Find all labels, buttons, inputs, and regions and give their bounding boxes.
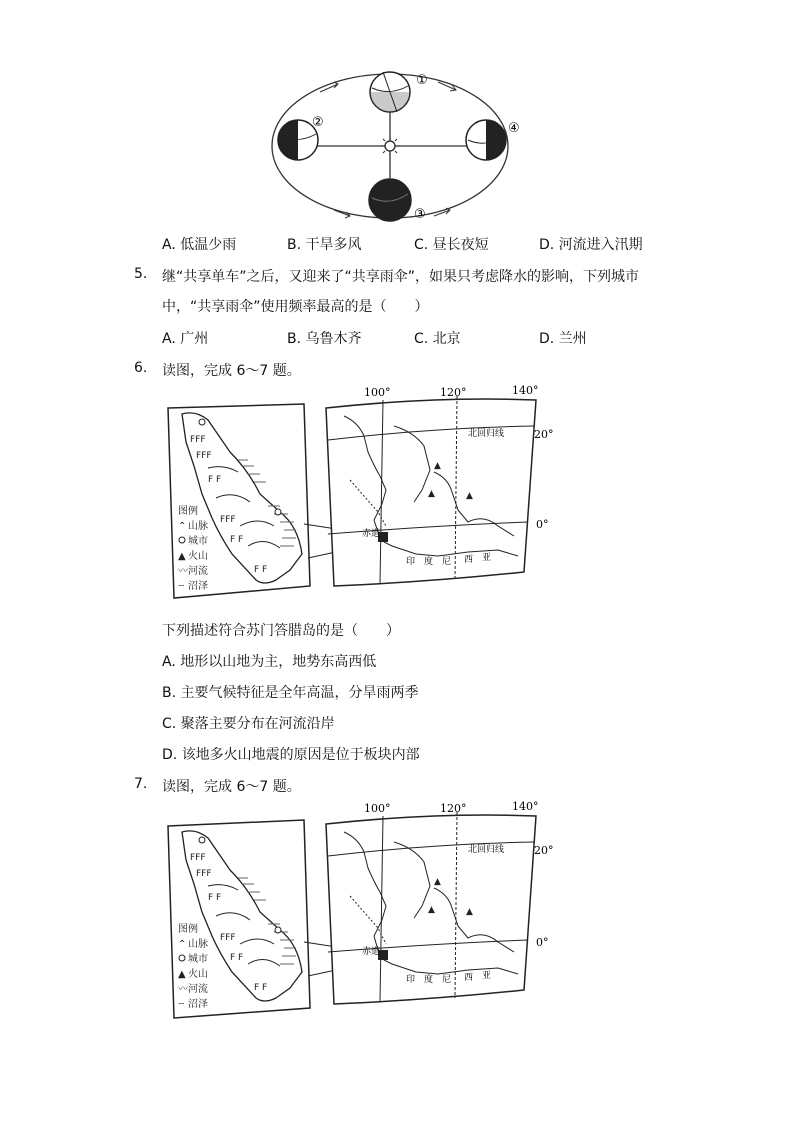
earth-globe-3 — [369, 179, 426, 222]
q7-intro: 读图，完成 6～7 题。 — [162, 779, 301, 795]
svg-text:北回归线: 北回归线 — [468, 845, 505, 855]
position-label-2: ② — [312, 115, 324, 130]
q5-number: 5. — [134, 266, 148, 282]
svg-text:▲: ▲ — [434, 461, 441, 471]
svg-text:▲: ▲ — [428, 905, 435, 915]
svg-text:火山: 火山 — [188, 969, 208, 980]
svg-text:图例: 图例 — [178, 924, 198, 935]
earth-orbit-diagram — [260, 60, 540, 225]
svg-text:亚: 亚 — [482, 971, 492, 981]
svg-text:FFF: FFF — [220, 515, 236, 525]
svg-text:0°: 0° — [536, 936, 549, 949]
svg-text:20°: 20° — [534, 844, 554, 857]
q6-option-b[interactable]: B. 主要气候特征是全年高温，分旱雨两季 — [162, 685, 419, 701]
q4-option-c[interactable]: C. 昼长夜短 — [414, 237, 489, 253]
svg-text:山脉: 山脉 — [188, 521, 208, 532]
q5-stem-line1: 继“共享单车”之后，又迎来了“共享雨伞”，如果只考虑降水的影响，下列城市 — [162, 269, 640, 285]
svg-text:▲: ▲ — [434, 877, 441, 887]
q6-option-a[interactable]: A. 地形以山地为主，地势东高西低 — [162, 654, 377, 670]
svg-text:⌃: ⌃ — [178, 939, 187, 950]
q6-option-c[interactable]: C. 聚落主要分布在河流沿岸 — [162, 716, 335, 732]
q5-option-c[interactable]: C. 北京 — [414, 331, 461, 347]
svg-text:140°: 140° — [512, 800, 539, 813]
svg-text:沼泽: 沼泽 — [188, 581, 208, 592]
svg-text:赤道: 赤道 — [362, 529, 381, 539]
svg-text:▲: ▲ — [178, 551, 186, 562]
svg-text:〰: 〰 — [178, 984, 188, 995]
svg-text:FFF: FFF — [196, 869, 212, 879]
svg-text:尼: 尼 — [442, 557, 452, 567]
q6-stem: 下列描述符合苏门答腊岛的是（ ） — [162, 623, 400, 639]
southeast-asia-panel-2 — [326, 800, 554, 1004]
svg-text:F F: F F — [230, 535, 244, 545]
svg-text:120°: 120° — [440, 802, 467, 815]
svg-text:〰: 〰 — [178, 566, 188, 577]
position-label-4: ④ — [508, 121, 520, 136]
svg-text:西: 西 — [464, 555, 474, 565]
svg-text:赤道: 赤道 — [362, 947, 381, 957]
sumatra-detail-panel — [168, 404, 310, 598]
svg-text:火山: 火山 — [188, 551, 208, 562]
svg-text:印: 印 — [406, 557, 416, 567]
svg-text:100°: 100° — [364, 802, 391, 815]
svg-text:印: 印 — [406, 975, 416, 985]
svg-text:沼泽: 沼泽 — [188, 999, 208, 1010]
map-svg-1 — [168, 384, 554, 596]
earth-globe-2 — [278, 115, 324, 160]
svg-text:F F: F F — [208, 475, 222, 485]
svg-text:┈: ┈ — [178, 999, 185, 1010]
q6-intro: 读图，完成 6～7 题。 — [162, 363, 301, 379]
q5-option-d[interactable]: D. 兰州 — [539, 331, 587, 347]
sumatra-map-figure-2 — [168, 800, 554, 1026]
svg-text:120°: 120° — [440, 386, 467, 399]
svg-text:▲: ▲ — [466, 907, 473, 917]
svg-text:度: 度 — [424, 975, 434, 985]
map-svg-2 — [168, 800, 554, 1022]
svg-text:20°: 20° — [534, 428, 554, 441]
sumatra-detail-panel-2 — [168, 820, 310, 1018]
q6-number: 6. — [134, 360, 148, 376]
svg-text:城市: 城市 — [188, 954, 208, 965]
position-label-3: ③ — [414, 207, 426, 222]
svg-text:140°: 140° — [512, 384, 539, 397]
svg-text:山脉: 山脉 — [188, 939, 208, 950]
svg-text:▲: ▲ — [178, 969, 186, 980]
svg-text:⌃: ⌃ — [178, 521, 187, 532]
svg-text:尼: 尼 — [442, 975, 452, 985]
svg-text:度: 度 — [424, 557, 434, 567]
q5-stem-line2: 中，“共享雨伞”使用频率最高的是（ ） — [162, 299, 429, 315]
svg-text:河流: 河流 — [188, 984, 208, 995]
position-label-1: ① — [416, 73, 428, 88]
svg-text:F F: F F — [208, 893, 222, 903]
svg-text:FFF: FFF — [196, 451, 212, 461]
svg-text:河流: 河流 — [188, 566, 208, 577]
svg-text:┈: ┈ — [178, 581, 185, 592]
q4-option-d[interactable]: D. 河流进入汛期 — [539, 237, 643, 253]
svg-text:FFF: FFF — [220, 933, 236, 943]
svg-text:100°: 100° — [364, 386, 391, 399]
sumatra-map-figure-1 — [168, 384, 554, 600]
svg-text:北回归线: 北回归线 — [468, 429, 505, 439]
q5-option-b[interactable]: B. 乌鲁木齐 — [287, 331, 362, 347]
q6-option-d[interactable]: D. 该地多火山地震的原因是位于板块内部 — [162, 747, 420, 763]
svg-text:F F: F F — [230, 953, 244, 963]
svg-text:0°: 0° — [536, 518, 549, 531]
earth-globe-1 — [370, 72, 428, 112]
svg-text:▲: ▲ — [466, 491, 473, 501]
svg-text:西: 西 — [464, 973, 474, 983]
svg-text:FFF: FFF — [190, 435, 206, 445]
svg-text:F F: F F — [254, 983, 268, 993]
q7-number: 7. — [134, 776, 148, 792]
svg-text:城市: 城市 — [188, 536, 208, 547]
svg-text:▲: ▲ — [428, 489, 435, 499]
legend-title: 图例 — [178, 506, 198, 517]
q5-option-a[interactable]: A. 广州 — [162, 331, 209, 347]
q4-option-a[interactable]: A. 低温少雨 — [162, 237, 237, 253]
svg-text:亚: 亚 — [482, 553, 492, 563]
svg-text:FFF: FFF — [190, 853, 206, 863]
earth-globe-4 — [466, 120, 520, 160]
q4-option-b[interactable]: B. 干旱多风 — [287, 237, 362, 253]
svg-text:F F: F F — [254, 565, 268, 575]
sun-icon — [380, 136, 400, 156]
southeast-asia-panel — [326, 384, 554, 586]
